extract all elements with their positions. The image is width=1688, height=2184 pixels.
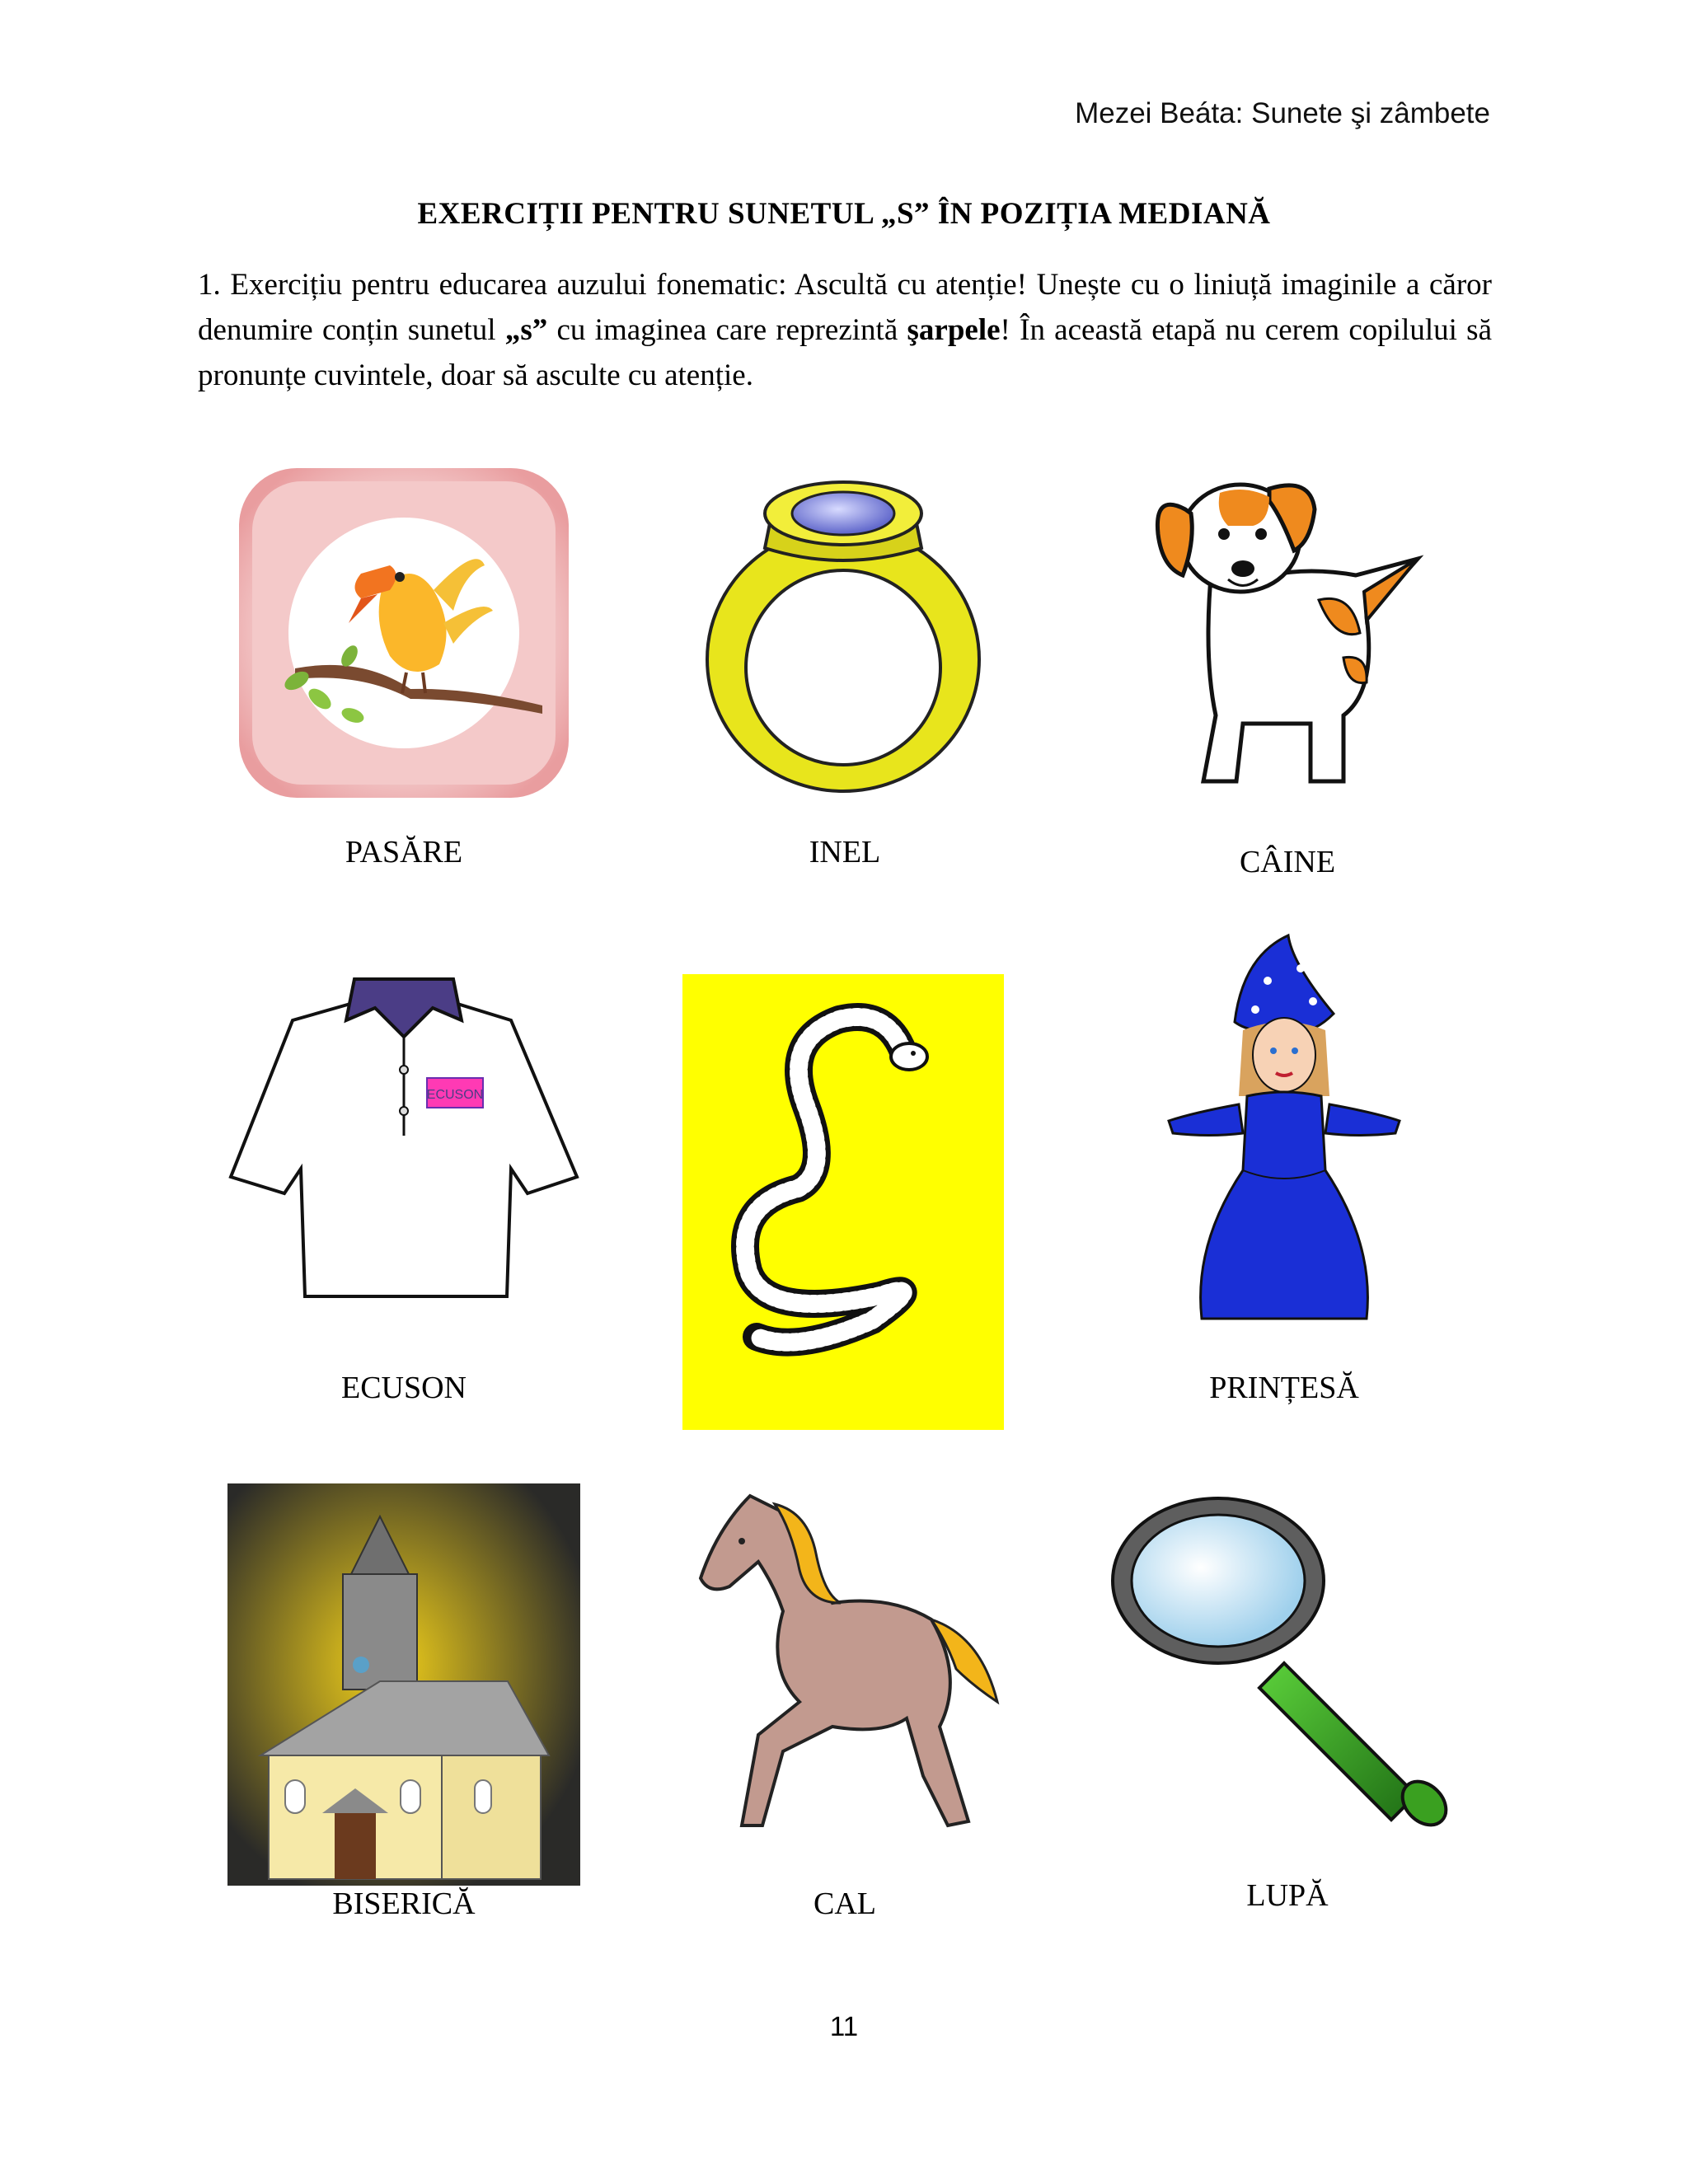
bird-icon	[237, 466, 570, 799]
image-label: BISERICĂ	[332, 1886, 476, 1921]
instruction-text-1: 1. Exercițiu pentru educarea auzului fonematic: Ascultă cu atenție! Unește cu o liniuță imaginile a căror denumire conțin sunetul	[198, 268, 1492, 347]
instruction-sound: „s”	[504, 313, 548, 347]
magnifier-icon	[1111, 1490, 1457, 1836]
page-title: EXERCIȚII PENTRU SUNETUL „S” ÎN POZIȚIA MEDIANĂ	[417, 197, 1271, 231]
image-label: CAL	[814, 1886, 876, 1921]
badge-text: ECUSON	[426, 1088, 484, 1102]
instruction-snake-word: şarpele	[907, 313, 1001, 347]
image-label: LUPĂ	[1246, 1878, 1329, 1913]
princess-icon	[1160, 931, 1408, 1327]
instruction-text-3: ! În această etapă nu cerem copilului să pronunțe cuvintele, doar să asculte cu atenție.	[198, 313, 1493, 392]
image-label: INEL	[809, 835, 881, 869]
ring-icon	[682, 474, 1004, 795]
image-label: CÂINE	[1239, 845, 1336, 879]
dog-icon	[1146, 476, 1434, 798]
instruction-text-2: cu imaginea care reprezintă	[547, 313, 907, 347]
church-icon	[227, 1483, 580, 1886]
image-label: ECUSON	[340, 1371, 467, 1405]
horse-icon	[684, 1479, 1006, 1842]
page-number: 11	[829, 2011, 859, 2041]
snake-icon	[682, 974, 1004, 1430]
running-header: Mezei Beáta: Sunete şi zâmbete	[1075, 97, 1490, 129]
image-label: PRINȚESĂ	[1209, 1371, 1359, 1405]
exercise-instruction	[198, 262, 1492, 398]
shirt-icon	[227, 971, 581, 1301]
image-label: PASĂRE	[345, 835, 463, 869]
